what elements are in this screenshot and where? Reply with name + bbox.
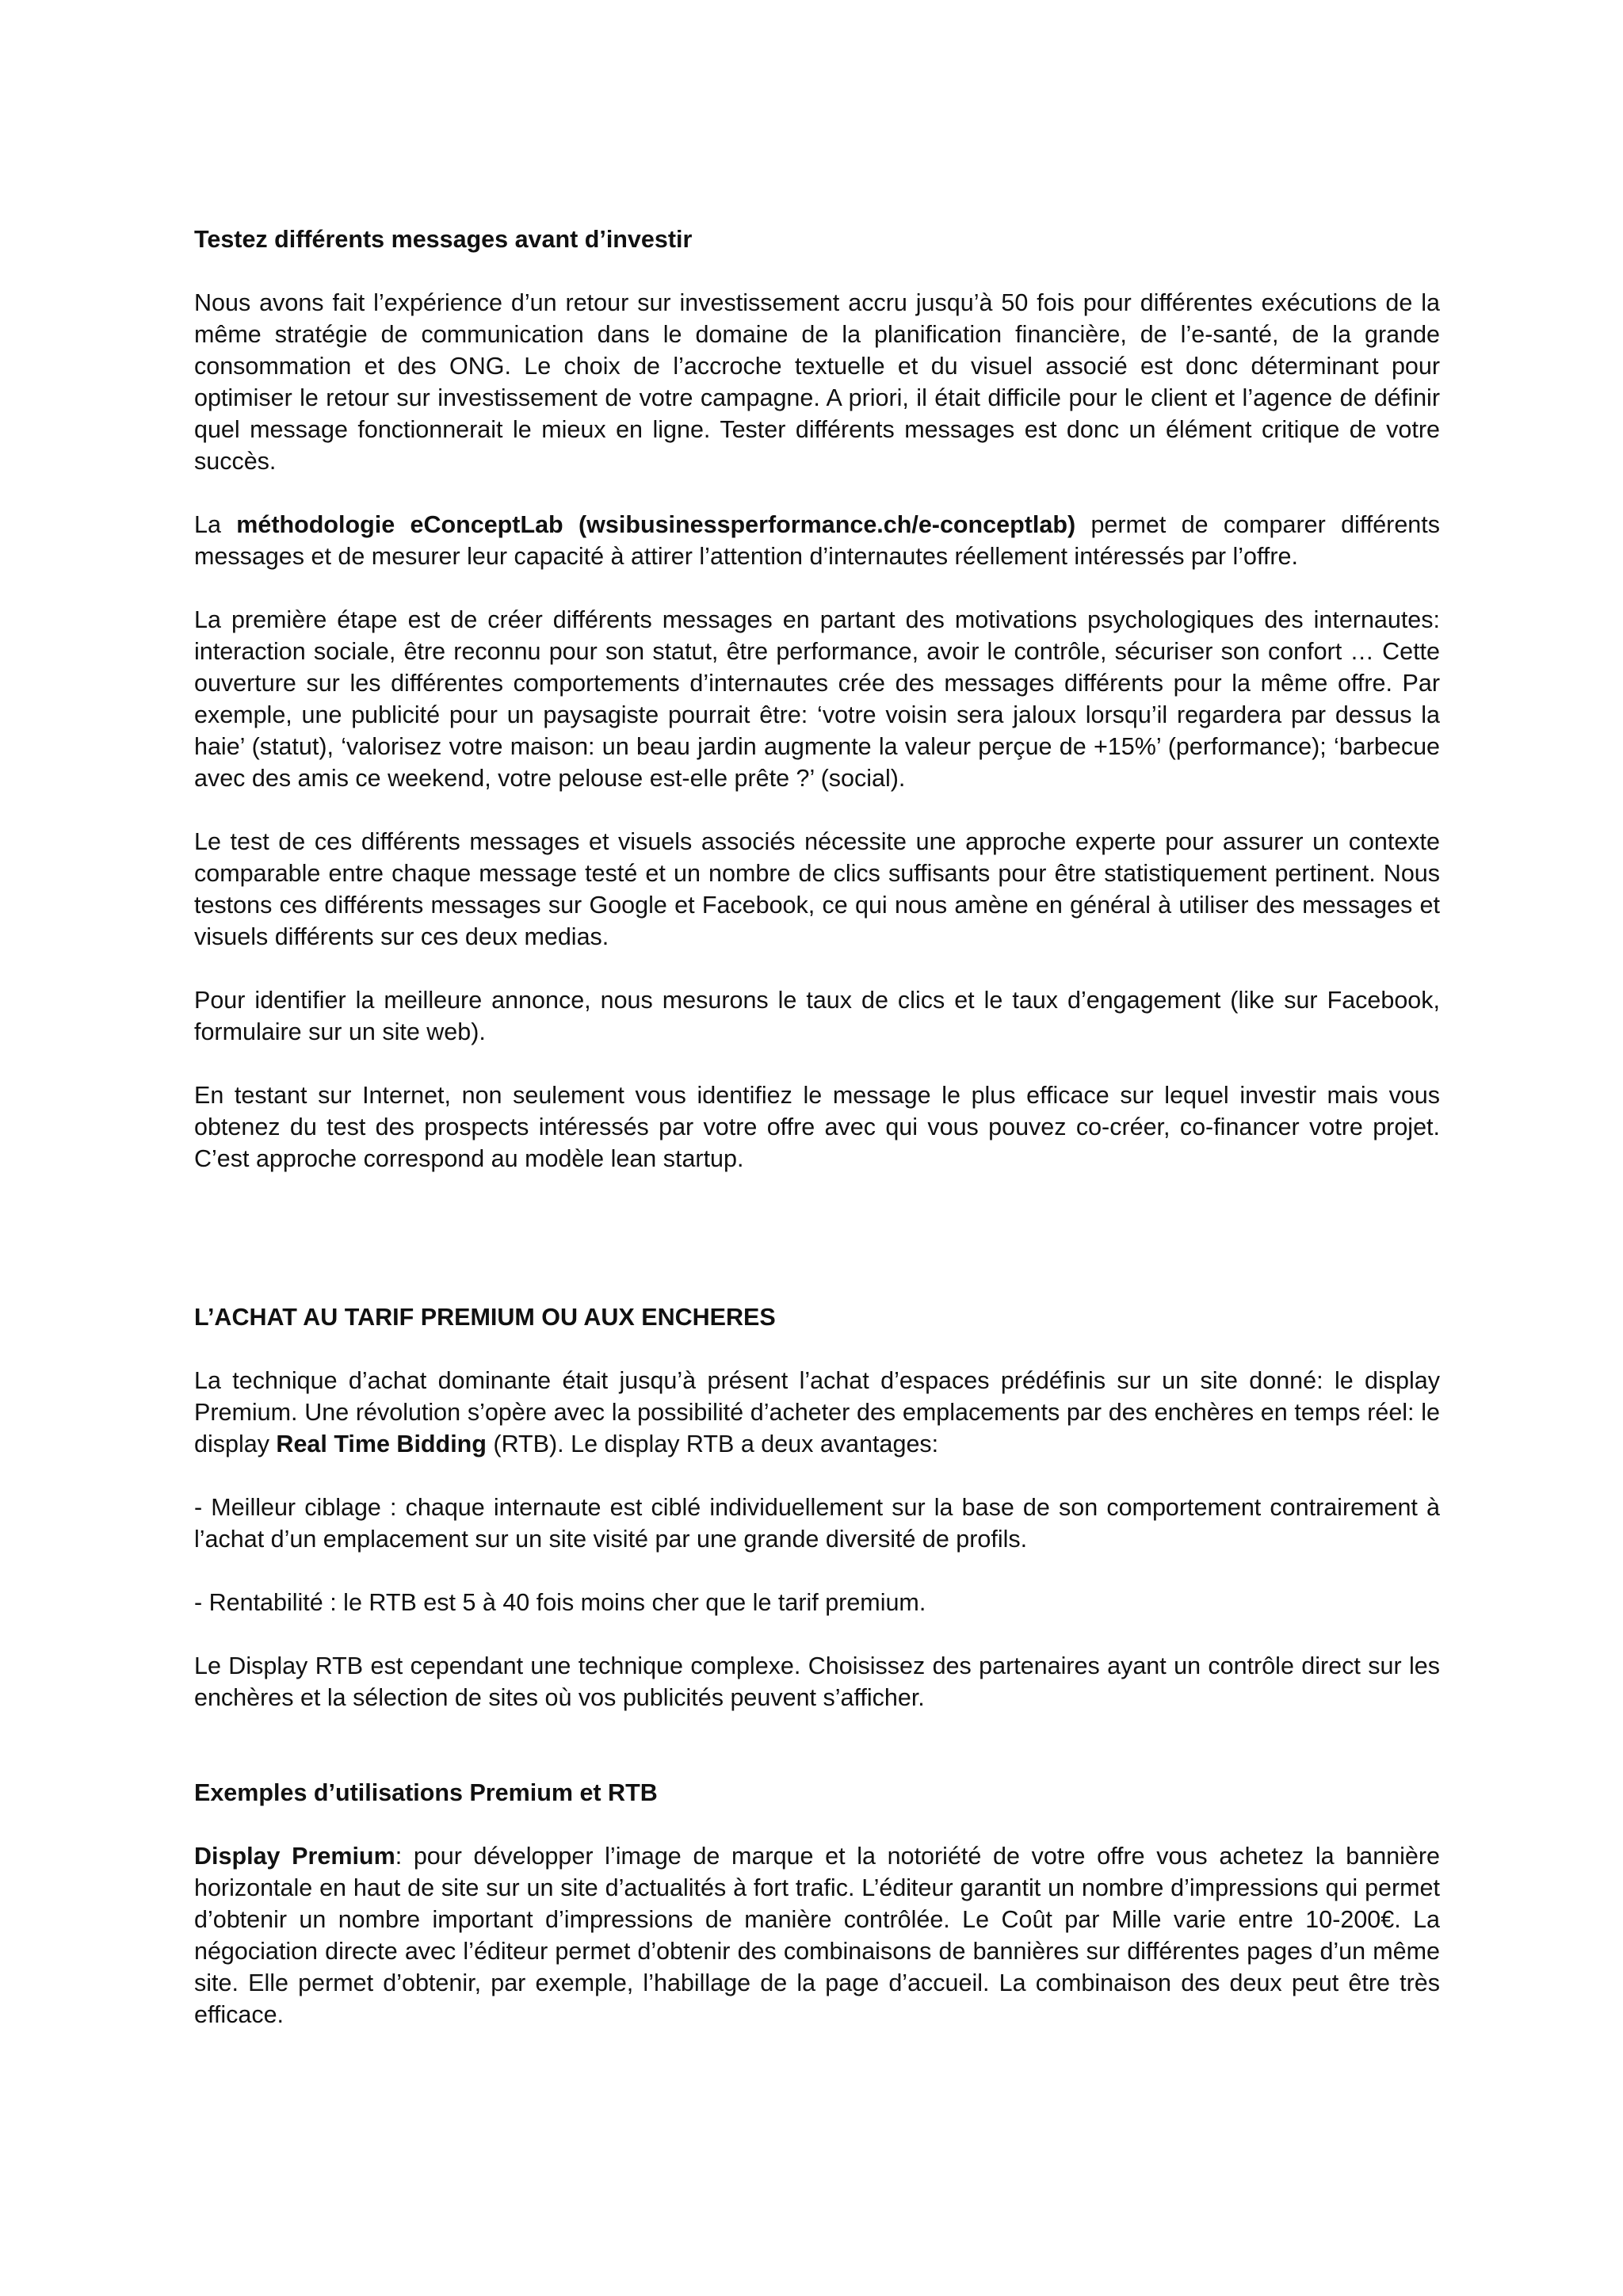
paragraph-testing-approach: Le test de ces différents messages et visuels associés nécessite une approche experte pour assurer un contexte comparable entre chaque message testé et un nombre de clics suffisants pour être statistiquement pertinent. Nous testons ces différents messages sur Google et Facebook, ce qui nous amène en général à utiliser des messages et visuels différents sur ces deux medias. <box>194 828 1440 950</box>
paragraph-lean-startup: En testant sur Internet, non seulement vous identifiez le message le plus efficace sur lequel investir mais vous obtenez du test des prospects intéressés par votre offre avec qui vous pouvez co-créer, co-financer votre projet. C’est approche correspond au modèle lean startup. <box>194 1082 1440 1172</box>
section-spacer <box>194 1745 1440 1777</box>
section-spacer <box>194 1206 1440 1301</box>
section-title-test-messages: Testez différents messages avant d’investir <box>194 226 693 253</box>
paragraph-econceptlab <box>194 509 1440 572</box>
paragraph-better-targeting: - Meilleur ciblage : chaque internaute est ciblé individuellement sur la base de son comportement contrairement à l’achat d’un emplacement sur un site visité par une grande diversité de profils. <box>194 1494 1440 1553</box>
document-page <box>194 223 1440 2062</box>
text-run: : pour développer l’image de marque et la notoriété de votre offre vous achetez la bannière horizontale en haut de site sur un site d’actualités à fort trafic. L’éditeur garantit un nombre d’impressions qui permet d’obtenir un nombre important d’impressions de manière contrôlée. Le Coût par Mille varie entre 10-200€. La négociation directe avec l’éditeur permet d’obtenir des combinaisons de bannières sur différentes pages d’un même site. Elle permet d’obtenir, par exemple, l’habillage de la page d’accueil. La combinaison des deux peut être très efficace. <box>194 1843 1440 2028</box>
paragraph-first-step: La première étape est de créer différents messages en partant des motivations psychologiques des internautes: interaction sociale, être reconnu pour son statut, être performance, avoir le contrôle, sécuriser son confort … Cette ouverture sur les différentes comportements d’internautes crée des messages différents pour la même offre. Par exemple, une publicité pour un paysagiste pourrait être: ‘votre voisin sera jaloux lorsqu’il regardera par dessus la haie’ (statut), ‘valorisez votre maison: un beau jardin augmente la valeur perçue de +15%’ (performance); ‘barbecue avec des amis ce weekend, votre pelouse est-elle prête ?’ (social). <box>194 606 1440 792</box>
paragraph-rtb-intro <box>194 1365 1440 1460</box>
econceptlab-link-text: méthodologie eConceptLab (wsibusinessperformance.ch/e-conceptlab) <box>236 511 1076 538</box>
section-title-premium-auction: L’ACHAT AU TARIF PREMIUM OU AUX ENCHERES <box>194 1304 776 1331</box>
text-run: (RTB). Le display RTB a deux avantages: <box>486 1431 939 1457</box>
paragraph-roi-experience: Nous avons fait l’expérience d’un retour sur investissement accru jusqu’à 50 fois pour différentes exécutions de la même stratégie de communication dans le domaine de la planification financière, de l’e-santé, de la grande consommation et des ONG. Le choix de l’accroche textuelle et du visuel associé est donc déterminant pour optimiser le retour sur investissement de votre campagne. A priori, il était difficile pour le client et l’agence de définir quel message fonctionnerait le mieux en ligne. Tester différents messages est donc un élément critique de votre succès. <box>194 289 1440 475</box>
display-premium-bold-text: Display Premium <box>194 1843 395 1870</box>
paragraph-rtb-complex: Le Display RTB est cependant une technique complexe. Choisissez des partenaires ayant un contrôle direct sur les enchères et la sélection de sites où vos publicités peuvent s’afficher. <box>194 1652 1440 1711</box>
paragraph-display-premium <box>194 1840 1440 2030</box>
text-run: La <box>194 511 237 538</box>
rtb-bold-text: Real Time Bidding <box>276 1431 487 1457</box>
paragraph-best-ad: Pour identifier la meilleure annonce, nous mesurons le taux de clics et le taux d’engagement (like sur Facebook, formulaire sur un site web). <box>194 987 1440 1045</box>
text-run: La technique d’achat dominante était jusqu’à présent l’achat d’espaces prédéfinis sur un site donné: le display Premium. Une révolution s’opère avec la possibilité d’acheter des emplacements par des enchères en temps réel: le display <box>194 1367 1440 1457</box>
text-run: permet de comparer différents messages et de mesurer leur capacité à attirer l’attention d’internautes réellement intéressés par l’offre. <box>194 511 1440 570</box>
section-title-examples: Exemples d’utilisations Premium et RTB <box>194 1779 658 1806</box>
paragraph-profitability: - Rentabilité : le RTB est 5 à 40 fois moins cher que le tarif premium. <box>194 1589 926 1616</box>
